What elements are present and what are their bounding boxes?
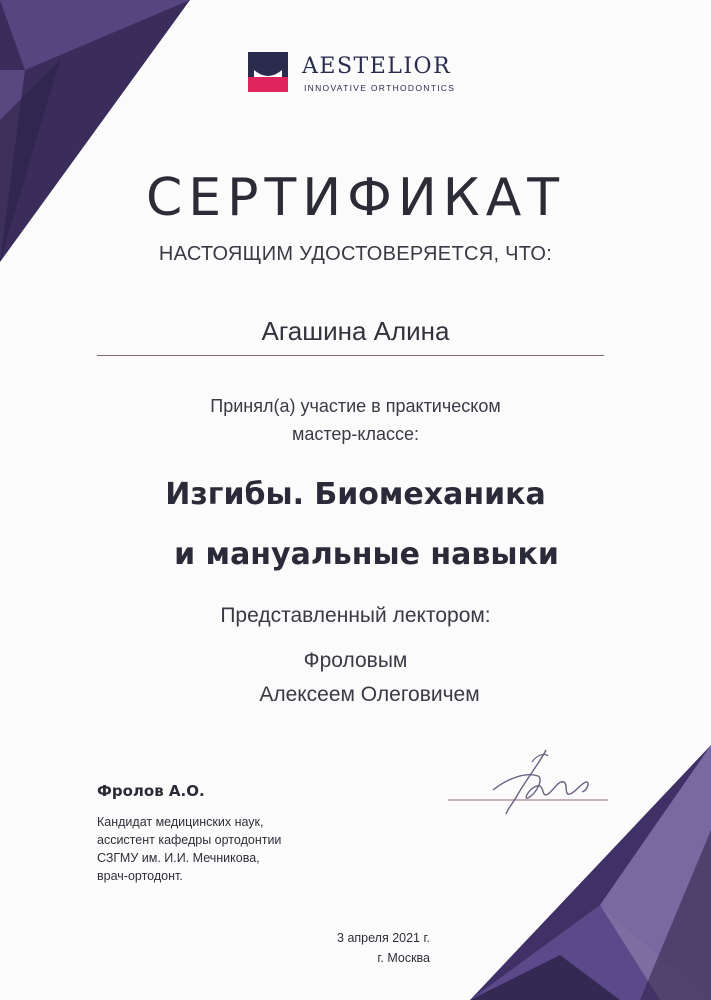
lecturer-name-line: Фроловым bbox=[303, 649, 408, 672]
lecturer-name bbox=[0, 644, 711, 712]
participation-line: Принял(а) участие в практическом bbox=[210, 396, 501, 416]
course-title-line: Изгибы. Биомеханика bbox=[165, 477, 546, 512]
credential-line: Кандидат медицинских наук, bbox=[97, 815, 264, 829]
participation-line: мастер-классе: bbox=[291, 424, 420, 444]
certificate-subtitle: НАСТОЯЩИМ УДОСТОВЕРЯЕТСЯ, ЧТО: bbox=[158, 243, 553, 265]
brand-name: AESTELIOR bbox=[302, 54, 452, 79]
certificate-title: СЕРТИФИКАТ bbox=[145, 168, 566, 228]
signatory-credentials bbox=[97, 813, 281, 885]
handwritten-signature-icon bbox=[448, 742, 613, 822]
course-title-line: и мануальные навыки bbox=[174, 537, 559, 572]
signatory-name: Фролов А.О. bbox=[97, 782, 205, 800]
credential-line: врач-ортодонт. bbox=[97, 869, 183, 883]
brand-tagline: INNOVATIVE ORTHODONTICS bbox=[304, 83, 456, 93]
recipient-name: Агашина Алина bbox=[261, 316, 450, 346]
presented-by-label: Представленный лектором: bbox=[220, 604, 491, 627]
issue-city: г. Москва bbox=[377, 951, 430, 965]
credential-line: ассистент кафедры ортодонтии bbox=[97, 833, 282, 847]
issue-info bbox=[270, 928, 430, 968]
recipient-underline bbox=[97, 355, 604, 356]
credential-line: СЗГМУ им. И.И. Мечникова, bbox=[97, 851, 260, 865]
issue-date: 3 апреля 2021 г. bbox=[337, 931, 430, 945]
participation-text bbox=[0, 392, 711, 448]
course-title bbox=[0, 465, 711, 585]
aestelior-logo-mark-icon bbox=[248, 52, 288, 92]
lecturer-name-line: Алексеем Олеговичем bbox=[259, 683, 480, 706]
